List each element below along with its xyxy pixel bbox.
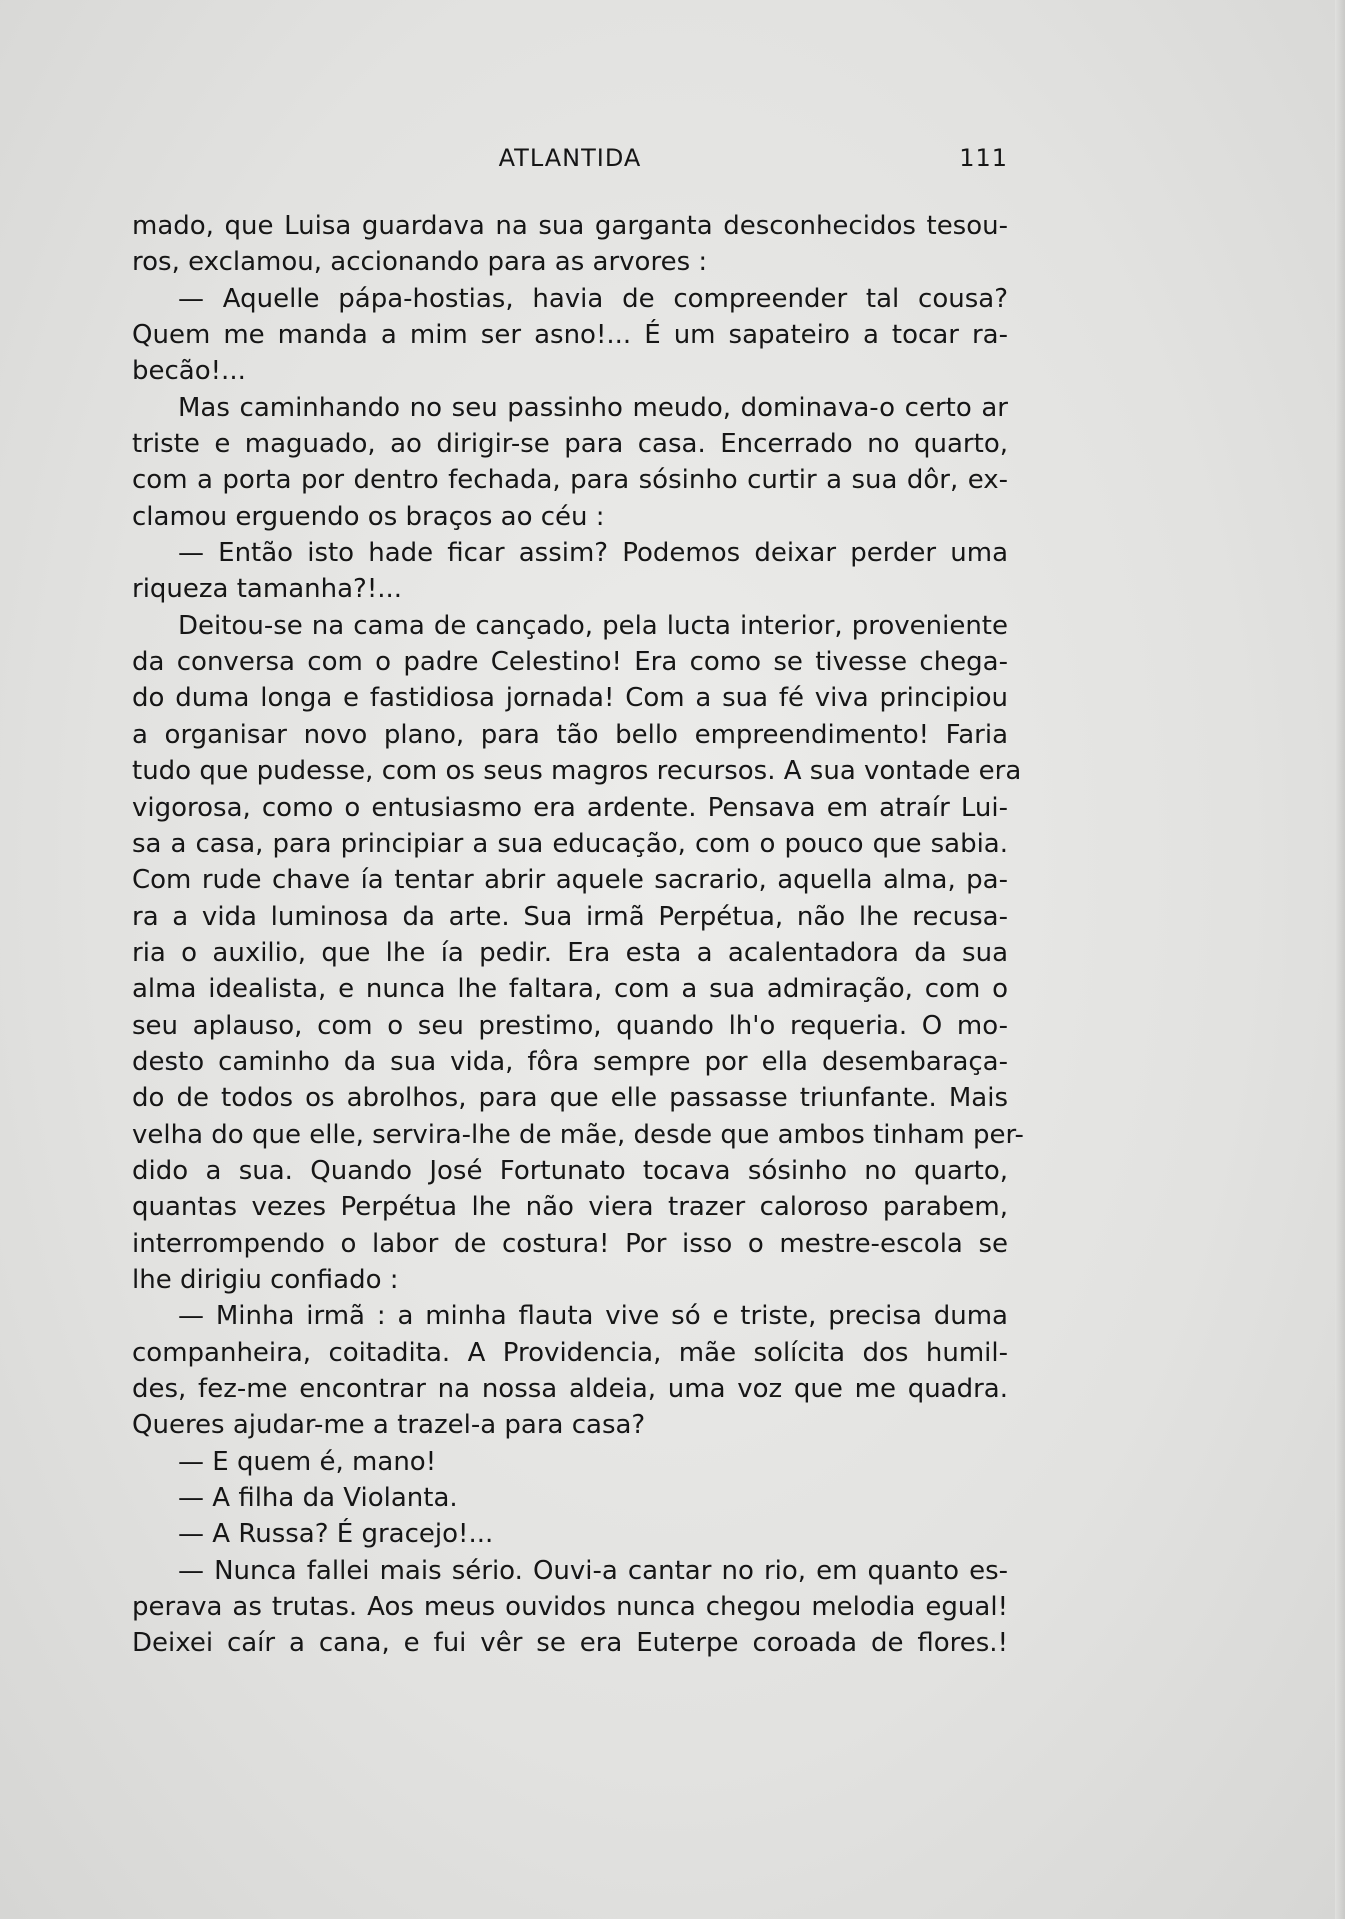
- page-edge: [1335, 0, 1345, 1919]
- text-line: mado, que Luisa guardava na sua garganta desconhecidos tesou-: [132, 211, 1008, 241]
- text-line: sa a casa, para principiar a sua educação, com o pouco que sabia.: [132, 828, 1008, 859]
- text-line: velha do que elle, servira-lhe de mãe, desde que ambos tinham per-: [132, 1119, 1024, 1150]
- text-line: ros, exclamou, accionando para as arvores :: [132, 247, 708, 278]
- text-line: — A filha da Violanta.: [178, 1483, 458, 1514]
- text-line: Quem me manda a mim ser asno!... É um sapateiro a tocar ra-: [132, 320, 1008, 351]
- text-line: — Então isto hade ficar assim? Podemos deixar perder uma: [178, 538, 1008, 569]
- text-line: Deitou-se na cama de cançado, pela lucta interior, proveniente: [178, 610, 1008, 641]
- page-header: [132, 138, 1008, 178]
- page-number: 111: [959, 144, 1008, 172]
- text-line: seu aplauso, com o seu prestimo, quando lh'o requeria. O mo-: [132, 1010, 1008, 1041]
- text-line: vigorosa, como o entusiasmo era ardente. Pensava em atraír Lui-: [132, 792, 1008, 823]
- text-line: do de todos os abrolhos, para que elle passasse triunfante. Mais: [132, 1083, 1008, 1114]
- text-line: dido a sua. Quando José Fortunato tocava sósinho no quarto,: [132, 1155, 1008, 1186]
- text-line: — Nunca fallei mais sério. Ouvi-a cantar no rio, em quanto es-: [178, 1555, 1008, 1586]
- text-line: lhe dirigiu confiado :: [132, 1264, 399, 1295]
- text-line: becão!...: [132, 356, 246, 387]
- text-line: Com rude chave ía tentar abrir aquele sacrario, aquella alma, pa-: [132, 865, 1008, 896]
- text-line: tudo que pudesse, com os seus magros recursos. A sua vontade era: [132, 756, 1022, 787]
- text-line: desto caminho da sua vida, fôra sempre por ella desembaraça-: [132, 1046, 1008, 1077]
- text-line: Mas caminhando no seu passinho meudo, dominava-o certo ar: [178, 392, 1008, 423]
- text-line: ra a vida luminosa da arte. Sua irmã Perpétua, não lhe recusa-: [132, 901, 1008, 932]
- text-line: Deixei caír a cana, e fui vêr se era Euterpe coroada de flores.!: [132, 1628, 1008, 1659]
- text-line: quantas vezes Perpétua lhe não viera trazer caloroso parabem,: [132, 1192, 1008, 1223]
- text-line: com a porta por dentro fechada, para sósinho curtir a sua dôr, ex-: [132, 465, 1008, 496]
- text-line: — Minha irmã : a minha flauta vive só e triste, precisa duma: [178, 1301, 1008, 1332]
- text-line: a organisar novo plano, para tão bello empreendimento! Faria: [132, 719, 1008, 750]
- text-line: companheira, coitadita. A Providencia, mãe solícita dos humil-: [132, 1337, 1008, 1368]
- body-text: [132, 208, 1024, 1662]
- text-line: da conversa com o padre Celestino! Era como se tivesse chega-: [132, 647, 1008, 678]
- text-line: do duma longa e fastidiosa jornada! Com a sua fé viva principiou: [132, 683, 1008, 714]
- text-line: des, fez-me encontrar na nossa aldeia, uma voz que me quadra.: [132, 1374, 1008, 1404]
- text-line: — A Russa? É gracejo!...: [178, 1519, 494, 1550]
- text-line: riqueza tamanha?!...: [132, 574, 403, 605]
- text-line: alma idealista, e nunca lhe faltara, com a sua admiração, com o: [132, 974, 1008, 1005]
- text-line: interrompendo o labor de costura! Por isso o mestre-escola se: [132, 1228, 1008, 1259]
- text-line: — E quem é, mano!: [178, 1446, 437, 1477]
- running-title: ATLANTIDA: [498, 144, 642, 172]
- text-line: Queres ajudar-me a trazel-a para casa?: [132, 1410, 646, 1441]
- text-line: — Aquelle pápa-hostias, havia de compreender tal cousa?: [178, 283, 1008, 314]
- text-line: ria o auxilio, que lhe ía pedir. Era esta a acalentadora da sua: [132, 937, 1008, 968]
- text-line: perava as trutas. Aos meus ouvidos nunca chegou melodia egual!: [132, 1592, 1008, 1623]
- text-line: triste e maguado, ao dirigir-se para casa. Encerrado no quarto,: [132, 429, 1008, 460]
- text-line: clamou erguendo os braços ao céu :: [132, 501, 605, 532]
